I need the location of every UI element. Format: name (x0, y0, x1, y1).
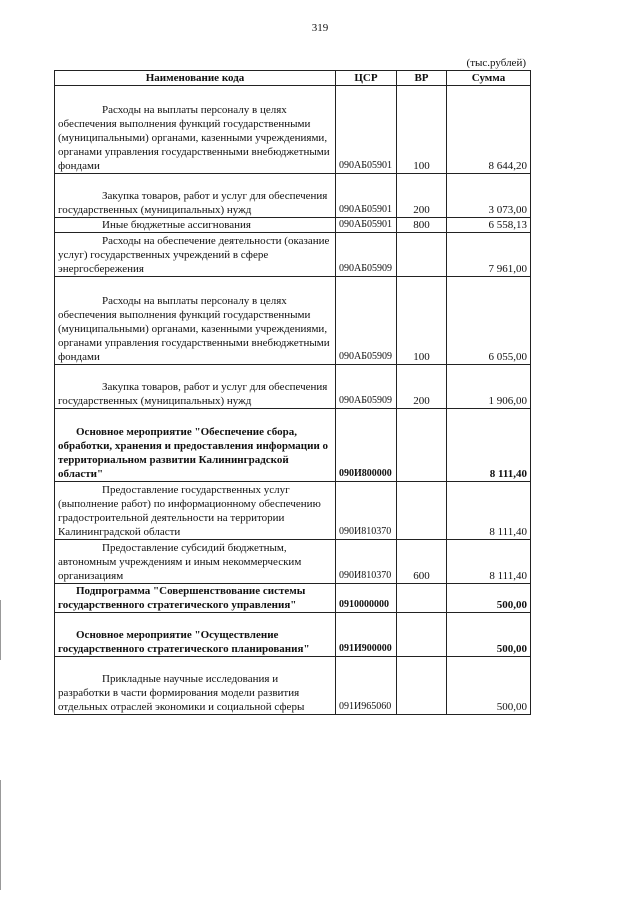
row-name: Подпрограмма "Совершенствование системы государственного стратегического управления" (55, 584, 336, 613)
row-csr-code: 090АБ05909 (336, 277, 397, 365)
scan-edge-mark (0, 780, 1, 890)
row-vr-code (397, 613, 447, 657)
row-vr-code (397, 233, 447, 277)
row-name: Основное мероприятие "Осуществление государственного стратегического планирования" (55, 613, 336, 657)
row-sum: 500,00 (447, 657, 531, 715)
column-header-name: Наименование кода (55, 71, 336, 86)
row-csr-code: 090АБ05909 (336, 233, 397, 277)
row-csr-code: 091И900000 (336, 613, 397, 657)
table-row (55, 409, 531, 482)
row-sum: 8 111,40 (447, 482, 531, 540)
table-row (55, 613, 531, 657)
row-sum: 7 961,00 (447, 233, 531, 277)
row-csr-code: 090И800000 (336, 409, 397, 482)
row-sum: 3 073,00 (447, 174, 531, 218)
page-number: 319 (311, 22, 329, 34)
row-sum: 6 558,13 (447, 218, 531, 233)
table-row (55, 233, 531, 277)
units-label: (тыс.рублей) (466, 57, 526, 69)
scan-edge-mark (0, 600, 1, 660)
row-csr-code: 090И810370 (336, 482, 397, 540)
column-header-csr: ЦСР (336, 71, 397, 86)
row-vr-code: 100 (397, 277, 447, 365)
row-vr-code (397, 584, 447, 613)
row-name: Расходы на выплаты персоналу в целях обеспечения выполнения функций государственными (муниципальными) органами, казенными учреждениями, органами управления государственными внебюджетными фондами (55, 277, 336, 365)
row-vr-code (397, 482, 447, 540)
row-sum: 8 644,20 (447, 86, 531, 174)
row-vr-code (397, 657, 447, 715)
table-row (55, 540, 531, 584)
table-row (55, 174, 531, 218)
row-name: Иные бюджетные ассигнования (55, 218, 336, 233)
row-vr-code: 800 (397, 218, 447, 233)
row-vr-code: 200 (397, 365, 447, 409)
row-name: Основное мероприятие "Обеспечение сбора, обработки, хранения и предоставления информации о территориальном развитии Калининградской области" (55, 409, 336, 482)
row-name: Расходы на выплаты персоналу в целях обеспечения выполнения функций государственными (муниципальными) органами, казенными учреждениями, органами управления государственными внебюджетными фондами (55, 86, 336, 174)
table-row (55, 482, 531, 540)
row-name: Предоставление государственных услуг (выполнение работ) по информационному обеспечению градостроительной деятельности на территории Калининградской области (55, 482, 336, 540)
row-vr-code: 600 (397, 540, 447, 584)
row-vr-code (397, 409, 447, 482)
row-sum: 500,00 (447, 584, 531, 613)
row-csr-code: 091И965060 (336, 657, 397, 715)
row-name: Прикладные научные исследования и разработки в части формирования модели развития отдельных отраслей экономики и социальной сферы (55, 657, 336, 715)
row-vr-code: 100 (397, 86, 447, 174)
table-row (55, 584, 531, 613)
row-sum: 500,00 (447, 613, 531, 657)
column-header-sum: Сумма (447, 71, 531, 86)
row-name: Предоставление субсидий бюджетным, автономным учреждениям и иным некоммерческим организациям (55, 540, 336, 584)
row-name: Закупка товаров, работ и услуг для обеспечения государственных (муниципальных) нужд (55, 365, 336, 409)
row-sum: 6 055,00 (447, 277, 531, 365)
row-name: Расходы на обеспечение деятельности (оказание услуг) государственных учреждений в сфере энергосбережения (55, 233, 336, 277)
row-sum: 8 111,40 (447, 409, 531, 482)
row-csr-code: 0910000000 (336, 584, 397, 613)
row-sum: 8 111,40 (447, 540, 531, 584)
row-csr-code: 090АБ05901 (336, 174, 397, 218)
table-row (55, 86, 531, 174)
table-header-row (55, 71, 531, 86)
row-csr-code: 090И810370 (336, 540, 397, 584)
column-header-vr: ВР (397, 71, 447, 86)
row-vr-code: 200 (397, 174, 447, 218)
table-row (55, 657, 531, 715)
row-csr-code: 090АБ05909 (336, 365, 397, 409)
table-row (55, 218, 531, 233)
row-name: Закупка товаров, работ и услуг для обеспечения государственных (муниципальных) нужд (55, 174, 336, 218)
table-row (55, 277, 531, 365)
row-csr-code: 090АБ05901 (336, 218, 397, 233)
row-sum: 1 906,00 (447, 365, 531, 409)
row-csr-code: 090АБ05901 (336, 86, 397, 174)
table-row (55, 365, 531, 409)
budget-table (54, 70, 531, 715)
